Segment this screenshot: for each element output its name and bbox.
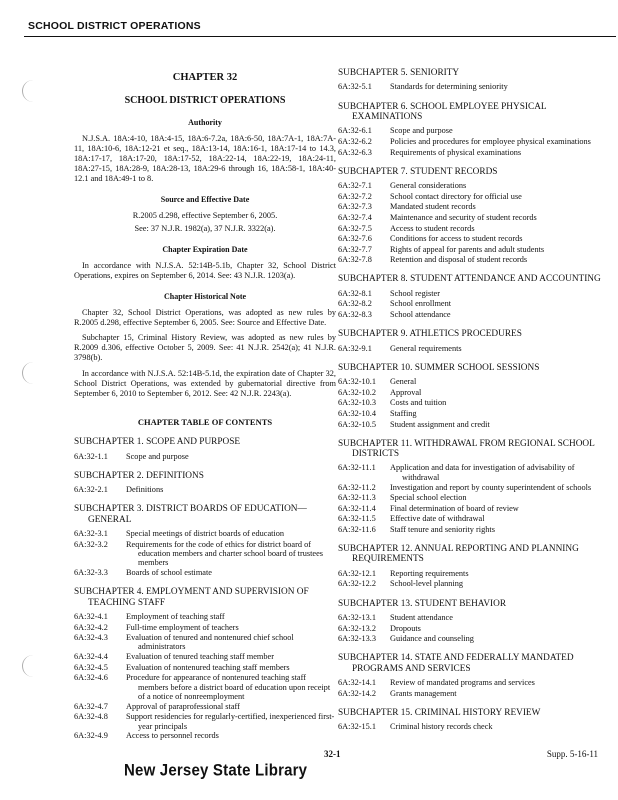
section-title: Boards of school estimate [126, 568, 212, 577]
section-number: 6A:32-7.8 [338, 255, 372, 265]
subchapter-block [74, 471, 336, 496]
section-number: 6A:32-11.4 [338, 503, 376, 513]
toc-entry [338, 579, 610, 589]
expiration-text: In accordance with N.J.S.A. 52:14B-5.1b, Chapter 32, School District Operations, expires on September 6, 2014. See: 43 N.J.R. 1203(a). [74, 261, 336, 281]
section-title: Student attendance [390, 613, 453, 622]
toc-entry [74, 623, 336, 633]
section-title: Staff tenure and seniority rights [390, 524, 495, 534]
section-title: General considerations [390, 181, 467, 191]
subchapter-title: SUBCHAPTER 13. STUDENT BEHAVIOR [338, 598, 507, 609]
toc-entry [74, 712, 336, 731]
toc-entry [338, 255, 610, 265]
section-number: 6A:32-4.3 [74, 633, 108, 643]
section-number: 6A:32-4.7 [74, 701, 108, 711]
section-title: Scope and purpose [390, 126, 453, 136]
section-title: Rights of appeal for parents and adult students [390, 244, 545, 254]
section-number: 6A:32-4.6 [74, 673, 108, 683]
toc-entry [338, 388, 610, 398]
history-paragraph: Subchapter 15, Criminal History Review, was adopted as new rules by R.2009 d.306, effective October 5, 2009. See: 41 N.J.R. 2542(a); 41 N.J.R. 3798(b). [74, 333, 336, 363]
section-title: Evaluation of tenured and nontenured chief school administrators [126, 633, 294, 652]
section-title: Procedure for appearance of nontenured teaching staff members before a district board of education upon receipt of a notice of nonreemployment [126, 673, 331, 701]
section-title: Special meetings of district boards of education [126, 529, 285, 539]
section-title: Dropouts [390, 623, 421, 633]
section-title: Effective date of withdrawal [390, 514, 485, 524]
subchapter-block [338, 439, 610, 535]
section-title: General requirements [390, 343, 462, 353]
toc-entry [338, 569, 610, 579]
subchapter-title: SUBCHAPTER 2. DEFINITIONS [74, 470, 204, 481]
toc-entry [74, 731, 336, 741]
toc-entry [338, 202, 610, 212]
subchapter-block [338, 653, 610, 699]
section-number: 6A:32-5.1 [338, 82, 372, 92]
expiration-heading: Chapter Expiration Date [162, 245, 248, 255]
subchapter-block [338, 329, 610, 354]
toc-entry [338, 344, 610, 354]
section-title: Review of mandated programs and services [390, 678, 535, 688]
section-number: 6A:32-11.1 [338, 463, 376, 473]
subchapter-title: SUBCHAPTER 3. DISTRICT BOARDS OF EDUCATION— GENERAL [74, 504, 307, 525]
section-title: Criminal history records check [390, 722, 493, 732]
section-title: School attendance [390, 310, 451, 320]
chapter-title: CHAPTER 32 [172, 72, 238, 83]
section-title: Access to personnel records [126, 731, 219, 741]
history-paragraph: Chapter 32, School District Operations, was adopted as new rules by R.2005 d.298, effective September 6, 2005. See: Source and Effective Date. [74, 307, 336, 328]
section-number: 6A:32-4.1 [74, 611, 108, 621]
section-number: 6A:32-3.3 [74, 568, 108, 577]
subchapter-block [338, 599, 610, 645]
section-number: 6A:32-11.2 [338, 482, 376, 492]
section-title: Costs and tuition [390, 398, 447, 408]
section-title: Approval of paraprofessional staff [126, 701, 240, 711]
section-number: 6A:32-9.1 [338, 343, 372, 353]
subchapter-block [338, 274, 610, 320]
section-number: 6A:32-4.5 [74, 662, 108, 672]
toc-entry [338, 377, 610, 387]
chapter-subtitle: SCHOOL DISTRICT OPERATIONS [124, 94, 286, 106]
section-number: 6A:32-2.1 [74, 485, 108, 495]
toc-entry [338, 126, 610, 136]
margin-scan-mark [22, 362, 41, 384]
section-title: Policies and procedures for employee physical examinations [390, 136, 591, 146]
toc-entry [74, 540, 336, 568]
toc-entry [338, 678, 610, 688]
section-number: 6A:32-10.4 [338, 408, 377, 418]
section-number: 6A:32-6.2 [338, 136, 372, 146]
toc-left-list [74, 437, 336, 741]
section-number: 6A:32-12.1 [338, 568, 377, 578]
section-number: 6A:32-14.2 [338, 688, 377, 698]
section-title: Evaluation of nontenured teaching staff members [126, 662, 290, 672]
authority-text: N.J.S.A. 18A:4-10, 18A:4-15, 18A:6-7.2a, 18A:6-50, 18A:7A-1, 18A:7A-11, 18A:10-6, 18A:12-21 et seq., 18A:13-14, 18A:16-1, 18A:17-14 to 14.3, 18A:17-17, 18A:17-20, 18A:17-52, 18A:22-14, 18A:22-19, 18A:24-11, 18A:27-15, 18A:28-9, 18A:28-13, 18A:29-6 through 16, 18A:58-1, 18A:40-12.1 and 18A:49-1 to 8. [74, 133, 336, 184]
subchapter-title: SUBCHAPTER 11. WITHDRAWAL FROM REGIONAL SCHOOL DISTRICTS [338, 438, 595, 460]
subchapter-block [338, 167, 610, 266]
toc-entry [338, 192, 610, 202]
section-title: Support residencies for regularly-certified, inexperienced first-year principals [126, 712, 335, 731]
section-title: Access to student records [390, 223, 475, 233]
section-title: Investigation and report by county superintendent of schools [390, 482, 592, 492]
section-number: 6A:32-10.5 [338, 419, 377, 429]
section-number: 6A:32-7.2 [338, 191, 372, 201]
subchapter-block [338, 363, 610, 430]
toc-right-list [338, 68, 610, 732]
section-title: Evaluation of tenured teaching staff member [126, 652, 274, 662]
toc-entry [338, 181, 610, 191]
margin-scan-mark [22, 655, 41, 677]
subchapter-title: SUBCHAPTER 4. EMPLOYMENT AND SUPERVISION OF TEACHING STAFF [74, 587, 309, 608]
toc-entry [74, 673, 336, 701]
header-rule [24, 36, 616, 37]
toc-entry [338, 409, 610, 419]
toc-entry [74, 452, 336, 462]
toc-entry [338, 82, 610, 92]
subchapter-block [338, 544, 610, 590]
subchapter-title: SUBCHAPTER 12. ANNUAL REPORTING AND PLANNING REQUIREMENTS [338, 544, 579, 565]
section-number: 6A:32-11.6 [338, 524, 376, 534]
toc-entry [338, 310, 610, 320]
section-number: 6A:32-13.3 [338, 634, 377, 644]
subchapter-title: SUBCHAPTER 7. STUDENT RECORDS [338, 166, 498, 177]
history-paragraph: In accordance with N.J.S.A. 52:14B-5.1d, the expiration date of Chapter 32, School District Operations, was extended by gubernatorial directive from September 6, 2010 to September 6, 2012. See: 42 N.J.R. 2243(a). [74, 368, 336, 398]
toc-entry [338, 504, 610, 514]
section-title: School-level planning [390, 579, 464, 589]
section-title: School register [390, 288, 441, 298]
authority-heading: Authority [188, 117, 222, 127]
toc-entry [338, 148, 610, 158]
subchapter-title: SUBCHAPTER 14. STATE AND FEDERALLY MANDATED PROGRAMS AND SERVICES [338, 653, 574, 674]
toc-entry [338, 234, 610, 244]
subchapter-block [74, 437, 336, 462]
section-title: Requirements for the code of ethics for district board of education members and charter school board of trustees members [126, 539, 323, 568]
toc-entry [74, 652, 336, 662]
section-title: Application and data for investigation of advisability of withdrawal [390, 463, 575, 482]
section-title: Definitions [126, 485, 164, 495]
subchapter-block [74, 587, 336, 741]
toc-entry [338, 224, 610, 234]
section-number: 6A:32-3.2 [74, 539, 108, 549]
subchapter-title: SUBCHAPTER 15. CRIMINAL HISTORY REVIEW [338, 707, 541, 718]
toc-entry [338, 514, 610, 524]
section-title: Grants management [390, 688, 457, 698]
toc-entry [338, 613, 610, 623]
section-number: 6A:32-10.2 [338, 387, 377, 397]
toc-entry [338, 213, 610, 223]
section-number: 6A:32-7.5 [338, 223, 372, 233]
section-number: 6A:32-6.3 [338, 147, 372, 157]
section-title: Scope and purpose [126, 451, 189, 461]
section-title: Student assignment and credit [390, 419, 490, 429]
history-heading: Chapter Historical Note [163, 292, 247, 302]
subchapter-title: SUBCHAPTER 8. STUDENT ATTENDANCE AND ACCOUNTING [338, 274, 601, 285]
section-title: School contact directory for official use [390, 191, 522, 201]
section-title: Requirements of physical examinations [390, 147, 522, 157]
section-number: 6A:32-15.1 [338, 722, 377, 732]
toc-entry [74, 612, 336, 622]
source-line: R.2005 d.298, effective September 6, 2005. [132, 211, 278, 221]
section-title: Conditions for access to student records [390, 234, 523, 244]
section-title: School enrollment [390, 299, 452, 309]
library-stamp: New Jersey State Library [124, 761, 308, 780]
section-number: 6A:32-4.4 [74, 652, 108, 662]
section-number: 6A:32-1.1 [74, 451, 108, 461]
section-title: Final determination of board of review [390, 503, 519, 513]
toc-entry [338, 493, 610, 503]
source-heading: Source and Effective Date [160, 195, 250, 205]
section-title: Full-time employment of teachers [126, 622, 239, 632]
page-number: 32-1 [324, 749, 341, 759]
section-title: Standards for determining seniority [390, 82, 508, 92]
toc-entry [338, 483, 610, 493]
toc-entry [74, 529, 336, 539]
toc-entry [338, 463, 610, 482]
section-number: 6A:32-4.9 [74, 731, 108, 741]
toc-entry [338, 137, 610, 147]
section-number: 6A:32-12.2 [338, 579, 377, 589]
section-number: 6A:32-8.3 [338, 310, 372, 320]
toc-entry [338, 420, 610, 430]
section-number: 6A:32-7.4 [338, 212, 372, 222]
section-title: General [390, 377, 417, 387]
subchapter-block [338, 708, 610, 733]
subchapter-title: SUBCHAPTER 1. SCOPE AND PURPOSE [74, 437, 241, 448]
section-number: 6A:32-7.1 [338, 181, 372, 191]
subchapter-title: SUBCHAPTER 9. ATHLETICS PROCEDURES [338, 329, 522, 340]
section-number: 6A:32-13.1 [338, 613, 377, 622]
section-number: 6A:32-8.1 [338, 288, 372, 298]
section-number: 6A:32-11.5 [338, 514, 376, 524]
section-number: 6A:32-4.2 [74, 622, 108, 632]
toc-entry [338, 525, 610, 535]
section-title: Reporting requirements [390, 568, 469, 578]
toc-entry [338, 624, 610, 634]
toc-entry [338, 689, 610, 699]
left-column [74, 66, 336, 751]
section-number: 6A:32-13.2 [338, 623, 377, 633]
section-number: 6A:32-10.1 [338, 377, 377, 387]
toc-entry [338, 289, 610, 299]
section-number: 6A:32-14.1 [338, 678, 377, 688]
section-title: Retention and disposal of student records [390, 255, 528, 265]
section-title: Staffing [390, 408, 417, 418]
section-title: Mandated student records [390, 202, 476, 212]
toc-entry [338, 722, 610, 732]
supplement-date: Supp. 5-16-11 [546, 749, 598, 759]
section-number: 6A:32-10.3 [338, 398, 377, 408]
subchapter-block [338, 102, 610, 158]
section-number: 6A:32-7.7 [338, 244, 372, 254]
toc-entry [338, 634, 610, 644]
toc-entry [74, 633, 336, 652]
section-number: 6A:32-7.6 [338, 234, 372, 244]
toc-entry [338, 299, 610, 309]
source-citation: See: 37 N.J.R. 1982(a), 37 N.J.R. 3322(a). [134, 224, 276, 234]
subchapter-title: SUBCHAPTER 5. SENIORITY [338, 68, 460, 78]
section-number: 6A:32-11.3 [338, 493, 376, 503]
subchapter-title: SUBCHAPTER 10. SUMMER SCHOOL SESSIONS [338, 362, 540, 373]
section-title: Guidance and counseling [390, 634, 474, 644]
subchapter-block [74, 504, 336, 578]
toc-entry [74, 702, 336, 712]
margin-scan-mark [22, 80, 41, 102]
section-number: 6A:32-4.8 [74, 712, 108, 722]
running-head: SCHOOL DISTRICT OPERATIONS [28, 20, 201, 32]
section-number: 6A:32-7.3 [338, 202, 372, 212]
toc-entry [338, 398, 610, 408]
section-number: 6A:32-3.1 [74, 529, 108, 539]
section-title: Special school election [390, 493, 467, 503]
toc-entry [74, 485, 336, 495]
toc-entry [74, 663, 336, 673]
section-title: Approval [390, 387, 422, 397]
section-title: Employment of teaching staff [126, 611, 225, 621]
section-title: Maintenance and security of student records [390, 212, 537, 222]
subchapter-title: SUBCHAPTER 6. SCHOOL EMPLOYEE PHYSICAL EXAMINATIONS [338, 101, 547, 122]
section-number: 6A:32-6.1 [338, 126, 372, 136]
subchapter-block [338, 68, 610, 93]
toc-entry [74, 568, 336, 578]
section-number: 6A:32-8.2 [338, 299, 372, 309]
toc-heading: CHAPTER TABLE OF CONTENTS [137, 416, 273, 427]
toc-entry [338, 245, 610, 255]
right-column [338, 68, 610, 741]
